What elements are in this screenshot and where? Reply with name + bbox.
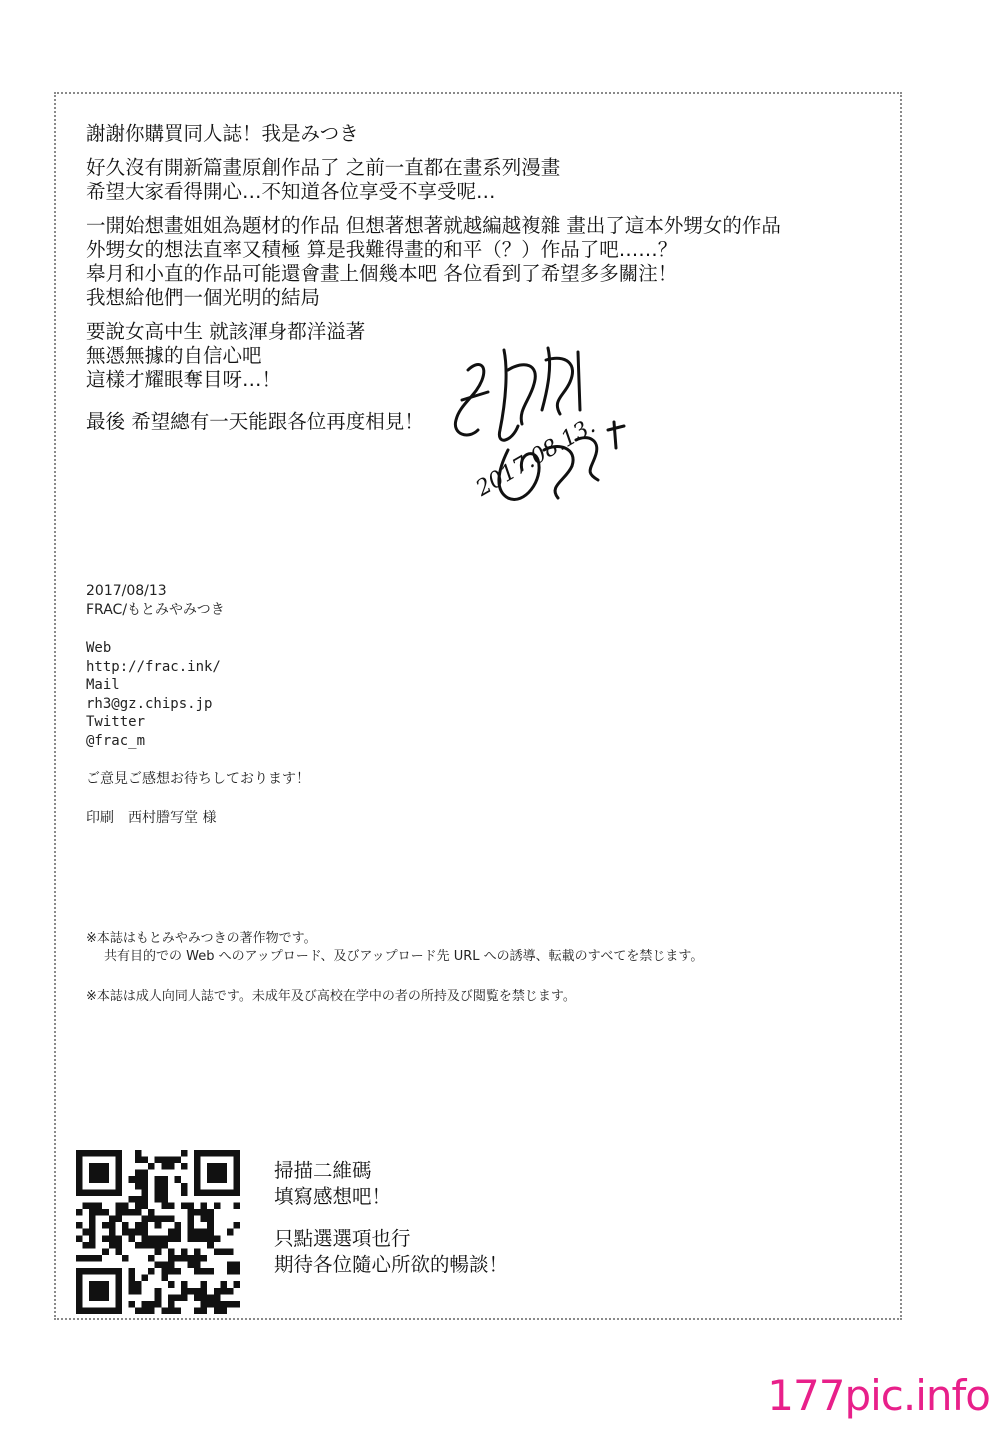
mail-label: Mail: [86, 677, 120, 693]
mail-address[interactable]: rh3@gz.chips.jp: [86, 695, 213, 712]
signature-scribble: [448, 330, 628, 540]
qr-caption-line: 掃描二維碼: [274, 1159, 372, 1182]
qr-caption: [274, 1158, 508, 1278]
afterword-line: 無憑無據的自信心吧: [86, 344, 262, 367]
release-date: 2017/08/13: [86, 583, 167, 599]
notice-line: ※本誌はもとみやみつきの著作物です。: [86, 931, 317, 946]
copyright-notice: [86, 930, 866, 1006]
afterword-line: 謝謝你購買同人誌！我是みつき: [86, 122, 359, 145]
notice-line: 共有目的での Web へのアップロード、及びアップロード先 URL への誘導、転載のすべてを禁じます。: [104, 949, 704, 964]
signature-date: 2017.08.13.: [472, 413, 600, 502]
handwritten-signature: [448, 330, 628, 540]
printer-credit: 印刷 西村謄写堂 様: [86, 809, 217, 826]
afterword-line: 一開始想畫姐姐為題材的作品 但想著想著就越編越複雜 畫出了這本外甥女的作品: [86, 214, 781, 237]
afterword-line: 希望大家看得開心…不知道各位享受不享受呢…: [86, 180, 496, 203]
web-url-link[interactable]: http://frac.ink/: [86, 658, 221, 675]
twitter-label: Twitter: [86, 714, 146, 730]
circle-name: FRAC/もとみやみつき: [86, 601, 225, 618]
afterword-paragraph-3: [86, 214, 876, 310]
qr-caption-line: 只點選選項也行: [274, 1227, 411, 1250]
qr-caption-line: 填寫感想吧！: [274, 1185, 392, 1208]
web-label: Web: [86, 640, 112, 656]
credits-block: [86, 582, 586, 827]
twitter-handle[interactable]: @frac_m: [86, 732, 146, 749]
qr-caption-line: 期待各位隨心所欲的暢談！: [274, 1253, 509, 1276]
site-watermark: 177pic.info: [767, 1371, 990, 1420]
afterword-line: 要說女高中生 就該渾身都洋溢著: [86, 320, 366, 343]
afterword-line: 最後 希望總有一天能跟各位再度相見！: [86, 410, 424, 433]
afterword-line: 我想給他們一個光明的結局: [86, 286, 321, 309]
afterword-line: 皋月和小直的作品可能還會畫上個幾本吧 各位看到了希望多多關注！: [86, 262, 678, 285]
qr-code-image: [76, 1150, 240, 1314]
afterword-line: 外甥女的想法直率又積極 算是我難得畫的和平（？）作品了吧……？: [86, 238, 678, 261]
afterword-paragraph-1: [86, 122, 876, 146]
notice-line: ※本誌は成人向同人誌です。未成年及び高校在学中の者の所持及び閲覧を禁じます。: [86, 989, 576, 1004]
feedback-request: ご意見ご感想お待ちしております！: [86, 771, 310, 787]
qr-code[interactable]: [76, 1150, 240, 1314]
afterword-line: 好久沒有開新篇畫原創作品了 之前一直都在畫系列漫畫: [86, 156, 561, 179]
afterword-paragraph-2: [86, 156, 876, 204]
afterword-line: 這樣才耀眼奪目呀…！: [86, 368, 282, 391]
